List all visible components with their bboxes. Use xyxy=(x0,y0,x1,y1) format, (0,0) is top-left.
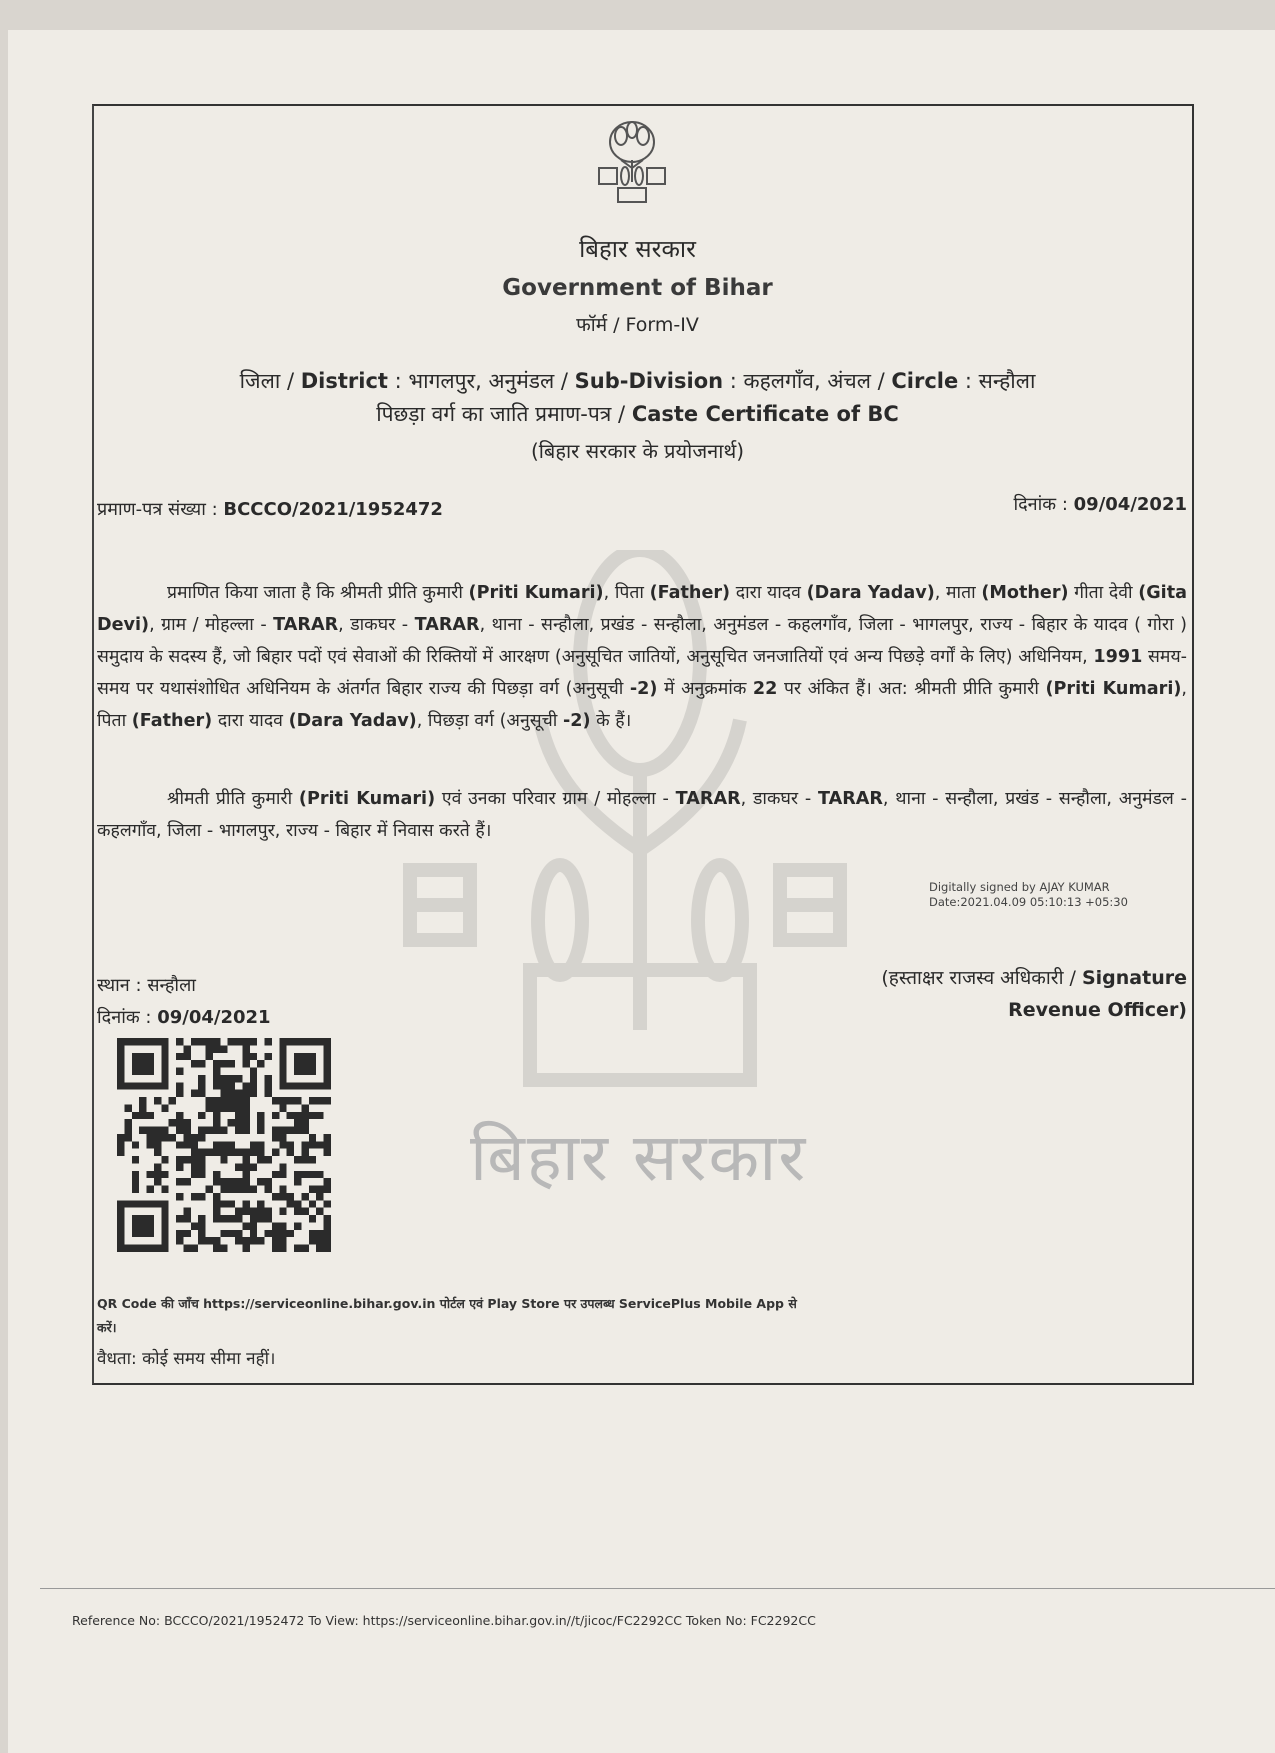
circle-value: : सन्हौला xyxy=(958,369,1036,393)
subdiv-label-hi: अनुमंडल / xyxy=(488,369,575,393)
certificate-purpose: (बिहार सरकार के प्रयोजनार्थ) xyxy=(530,439,745,463)
digital-signature-date: Date:2021.04.09 05:10:13 +05:30 xyxy=(929,895,1128,909)
place-value: सन्हौला xyxy=(147,975,196,996)
circle-label-en: Circle xyxy=(891,369,959,393)
certificate-number-value: BCCCO/2021/1952472 xyxy=(223,499,443,520)
bihar-emblem-icon xyxy=(591,120,673,208)
subdiv-value: : कहलगाँव, xyxy=(723,369,828,393)
signature-label-hi: (हस्ताक्षर राजस्व अधिकारी / xyxy=(881,967,1082,989)
digital-signature-signer: Digitally signed by AJAY KUMAR xyxy=(929,880,1110,894)
qr-code xyxy=(114,1038,334,1252)
form-number: फॉर्म / Form-IV xyxy=(576,314,699,336)
certificate-body-paragraph-2: श्रीमती प्रीति कुमारी (Priti Kumari) एवं उनका परिवार ग्राम / मोहल्ला - TARAR, डाकघर - TARAR, थाना - सन्हौला, प्रखंड - सन्हौला, अनुमंडल - कहलगाँव, जिला - भागलपुर, राज्य - बिहार में निवास करते हैं। xyxy=(97,789,1187,841)
issue-date-value: 09/04/2021 xyxy=(1073,494,1187,515)
issue-date xyxy=(1013,492,1187,516)
signature-label-en: Signature xyxy=(1081,967,1187,989)
watermark-text: बिहार सरकार xyxy=(470,1119,808,1196)
certificate-body-paragraph-1: प्रमाणित किया जाता है कि श्रीमती प्रीति कुमारी (Priti Kumari), पिता (Father) दारा यादव (Dara Yadav), माता (Mother) गीता देवी (Gita Devi), ग्राम / मोहल्ला - TARAR, डाकघर - TARAR, थाना - सन्हौला, प्रखंड - सन्हौला, अनुमंडल - कहलगाँव, जिला - भागलपुर, राज्य - बिहार के यादव ( गोरा ) समुदाय के सदस्य हैं, जो बिहार पदों एवं सेवाओं की रिक्तियों में आरक्षण (अनुसूचित जातियों, अनुसूचित जनजातियों एवं अन्य पिछड़े वर्गों के लिए) अधिनियम, 1991 समय-समय पर यथासंशोधित अधिनियम के अंतर्गत बिहार राज्य की पिछड़ा वर्ग (अनुसूची -2) में अनुक्रमांक 22 पर अंकित हैं। अत: श्रीमती प्रीति कुमारी (Priti Kumari), पिता (Father) दारा यादव (Dara Yadav), पिछड़ा वर्ग (अनुसूची -2) के हैं। xyxy=(97,583,1188,731)
district-value: : भागलपुर, xyxy=(387,369,489,393)
place-date-block xyxy=(97,970,271,1034)
district-label-en: District xyxy=(300,369,388,393)
place-date-label: दिनांक : xyxy=(97,1007,158,1028)
signature-role: Revenue Officer) xyxy=(1008,999,1187,1021)
subdiv-label-en: Sub-Division xyxy=(574,369,724,393)
certificate-number xyxy=(97,497,443,521)
place-date-value: 09/04/2021 xyxy=(157,1007,271,1028)
footer-divider xyxy=(40,1588,1275,1589)
reference-footer: Reference No: BCCCO/2021/1952472 To View: https://serviceonline.bihar.gov.in//t/jicoc/FC2292CC Token No: FC2292CC xyxy=(72,1613,816,1628)
certificate-title-hi: पिछड़ा वर्ग का जाति प्रमाण-पत्र / xyxy=(376,402,632,426)
signature-block xyxy=(881,962,1187,1026)
place-label: स्थान : xyxy=(97,975,148,996)
header-title-english: Government of Bihar xyxy=(502,275,773,301)
district-label-hi: जिला / xyxy=(239,369,301,393)
certificate-number-label: प्रमाण-पत्र संख्या : xyxy=(97,499,224,520)
digital-signature xyxy=(929,880,1128,910)
certificate-title xyxy=(0,400,1275,428)
certificate-title-en: Caste Certificate of BC xyxy=(631,402,899,426)
qr-verification-note: QR Code की जाँच https://serviceonline.bihar.gov.in पोर्टल एवं Play Store पर उपलब्ध ServicePlus Mobile App से करें। xyxy=(97,1296,797,1335)
jurisdiction-line xyxy=(0,367,1275,395)
issue-date-label: दिनांक : xyxy=(1013,494,1074,515)
header-title-hindi: बिहार सरकार xyxy=(579,235,696,263)
circle-label-hi: अंचल / xyxy=(827,369,892,393)
validity-note: वैधता: कोई समय सीमा नहीं। xyxy=(97,1349,276,1369)
